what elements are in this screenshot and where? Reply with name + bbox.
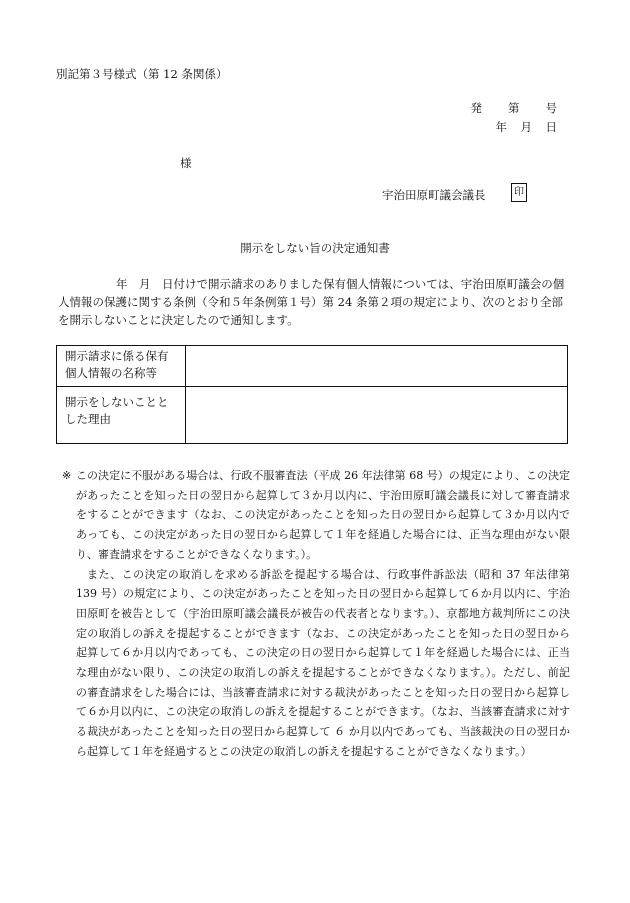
appeal-notice	[62, 466, 570, 762]
sender-name: 宇治田原町議会議長	[382, 188, 486, 202]
issue-number: 発 第 号	[470, 101, 558, 115]
body-paragraph	[58, 275, 570, 329]
note-paragraph-administrative-appeal: この決定に不服がある場合は、行政不服審査法（平成 26 年法律第 68 号）の規定により、この決定があったことを知った日の翌日から起算して３か月以内に、宇治田原町議会議長に対して審査請求をすることができます（なお、この決定があったことを知った日の翌日から起算して３か月以内であっても、この決定があった日の翌日から起算して１年を経過した場合には、正当な理由がない限り、審査請求をすることができなくなります。）。	[76, 469, 570, 561]
row-label-reason	[57, 387, 186, 444]
table-row	[57, 346, 568, 387]
row-value-info-name	[186, 346, 568, 387]
note-paragraph-lawsuit: また、この決定の取消しを求める訴訟を提起する場合は、行政事件訴訟法（昭和 37 年法律第 139 号）の規定により、この決定があったことを知った日の翌日から起算して６か月以内に、宇治田原町を被告として（宇治田原町議会議長が被告の代表者となります。）、京都地方裁判所にこの決定の取消しの訴えを提起することができます（なお、この決定があったことを知った日の翌日から起算して６か月以内であっても、この決定の日の翌日から起算して１年を経過した場合には、正当な理由がない限り、この決定の取消しの訴えを提起することができなくなります。）。ただし、前記の審査請求をした場合には、当該審査請求に対する裁決があったことを知った日の翌日から起算して６か月以内に、この決定の取消しの訴えを提起することができます。（なお、当該審査請求に対する裁決があったことを知った日の翌日から起算して ６ か月以内であっても、当該裁決の日の翌日から起算して１年を経過するとこの決定の取消しの訴えを提起することができなくなります。）	[76, 567, 570, 758]
row-label-info-name	[57, 346, 186, 387]
notice-title: 開示をしない旨の決定通知書	[240, 241, 390, 255]
info-table	[56, 345, 568, 444]
label-line: した理由	[65, 412, 111, 426]
issue-date: 年 月 日	[495, 120, 558, 134]
body-text: 年 月 日付けで開示請求のありました保有個人情報については、宇治田原町議会の個人情報の保護に関する条例（令和５年条例第１号）第 24 条第２項の規定により、次のとおり全部を開示しないことに決定したので通知します。	[58, 277, 565, 327]
addressee-suffix: 様	[180, 156, 192, 170]
label-line: 個人情報の名称等	[65, 366, 157, 380]
label-line: 開示請求に係る保有	[65, 349, 169, 363]
form-identifier: 別記第３号様式（第 12 条関係）	[56, 67, 228, 81]
note-mark: ※	[62, 469, 72, 482]
row-value-reason	[186, 387, 568, 444]
table-row	[57, 387, 568, 444]
label-line: 開示をしないことと	[65, 395, 169, 409]
seal-stamp: 印	[511, 183, 527, 202]
